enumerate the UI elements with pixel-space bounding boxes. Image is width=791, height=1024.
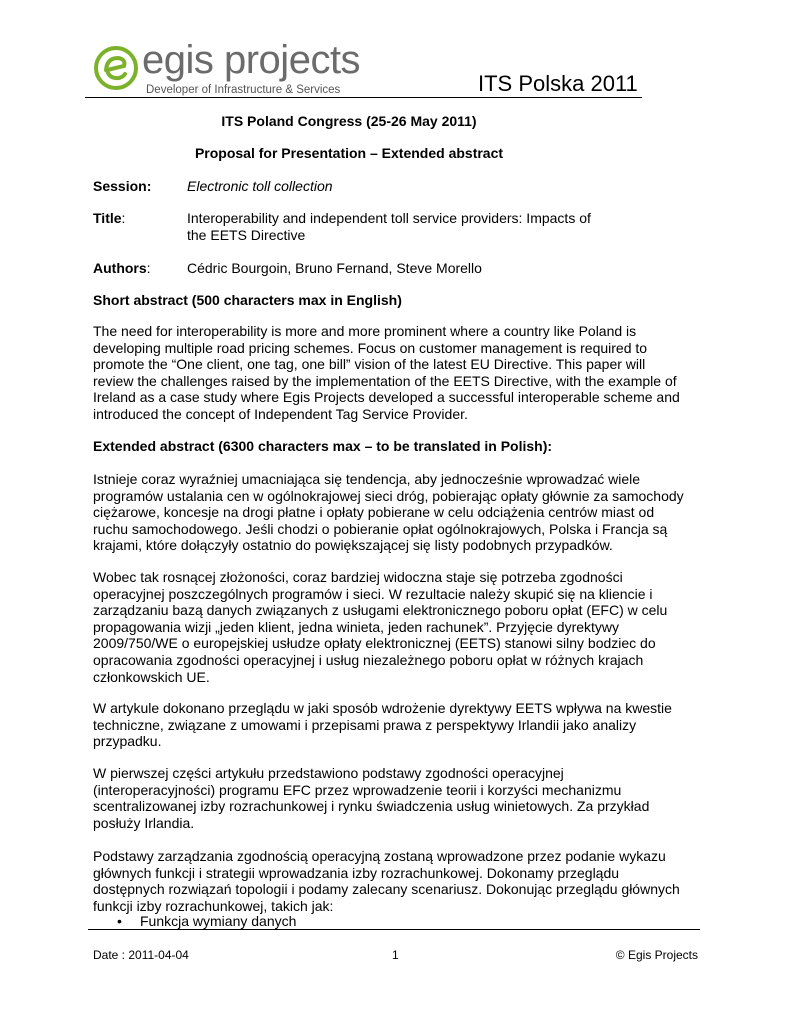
title-label-group [93,210,125,226]
paragraph-line: dostępnych rozwiązań topologii i podamy zalecany scenariusz. Dokonując przeglądu głównych [93,881,680,898]
paragraph-line: Istnieje coraz wyraźniej umacniająca się tendencja, aby jednocześnie wprowadzać wiele [93,471,641,487]
authors-colon: : [146,260,151,276]
paragraph-line: Wobec tak rosnącej złożoności, coraz bardziej widoczna staje się potrzeba zgodności [93,569,623,585]
extended-abstract-heading: Extended abstract (6300 characters max – to be translated in Polish): [93,438,553,454]
congress-title: ITS Poland Congress (25-26 May 2011) [221,113,477,129]
authors-label: Authors [93,260,147,276]
extended-paragraph-1 [93,471,703,554]
title-value [187,210,591,244]
extended-paragraph-3 [93,700,703,750]
title-label: Title [93,210,122,226]
paragraph-line: ruchu samochodowego. Jeśli chodzi o pobieranie opłat ogólnokrajowych, Polska i Francja są [93,520,668,537]
extended-paragraph-5 [93,848,703,914]
paragraph-line: funkcji izby rozrachunkowej, takich jak: [93,897,334,914]
paragraph-line: Podstawy zarządzania zgodnością operacyjną zostaną wprowadzone przez podanie wykazu [93,848,666,864]
paragraph-line: W pierwszej części artykułu przedstawiono podstawy zgodności operacyjnej [93,765,564,781]
paragraph-line: członkowskich UE. [93,668,210,685]
paragraph-line: ciężarowe, koncesje na drogi płatne i opłaty pobierane w celu odciążenia centrów miast od [93,504,655,521]
bullet-icon: • [117,913,122,929]
paragraph-line: (interoperacyjności) programu EFC przez wprowadzenie teorii i korzyści mechanizmu [93,781,622,798]
title-value-line: Interoperability and independent toll service providers: Impacts of [187,210,591,226]
egis-logo-icon [93,45,139,91]
paragraph-line: krajami, które dołączyły ostatnio do powiększającej się listy podobnych przypadków. [93,537,613,554]
proposal-title: Proposal for Presentation – Extended abstract [194,145,504,161]
title-value-line: the EETS Directive [187,227,306,243]
paragraph-line: introduced the concept of Independent Tag Service Provider. [93,405,468,422]
extended-paragraph-2 [93,569,703,685]
paragraph-line: Ireland as a case study where Egis Projects developed a successful interoperable scheme and [93,389,680,406]
paragraph-line: posłuży Irlandia. [93,814,195,831]
paragraph-line: głównych funkcji i strategii wprowadzania izby rozrachunkowej. Dokonamy przeglądu [93,864,620,881]
session-value: Electronic toll collection [187,178,333,194]
paragraph-line: scentralizowanej izby rozrachunkowej i rynku świadczenia usług winietowych. Za przykład [93,798,650,815]
paragraph-line: propagowania wizji „jeden klient, jedna winieta, jeden rachunek”. Przyjęcie dyrektywy [93,618,620,635]
paragraph-line: developing multiple road pricing schemes. Focus on customer management is required to [93,339,648,356]
extended-paragraph-4 [93,765,703,831]
paragraph-line: promote the “One client, one tag, one bill” vision of the latest EU Directive. This paper will [93,356,646,373]
logo-wordmark: egis projects [142,38,361,82]
footer-date: Date : 2011-04-04 [93,948,189,962]
paragraph-line: programów ustalania cen w ogólnokrajowej sieci dróg, pobierając opłaty głównie za samochody [93,487,684,504]
paragraph-line: 2009/750/WE o europejskiej usłudze opłaty elektronicznej (EETS) stanowi silny bodziec do [93,635,656,652]
short-abstract-paragraph [93,323,703,423]
authors-label-group [93,260,151,276]
paragraph-line: The need for interoperability is more and more prominent where a country like Poland is [93,323,637,339]
paragraph-line: opracowania zgodności operacyjnej i usług niezależnego poboru opłat w różnych krajach [93,651,644,668]
paragraph-line: przypadku. [93,733,162,750]
header-divider [85,97,642,98]
short-abstract-heading: Short abstract (500 characters max in English) [93,292,402,308]
authors-value: Cédric Bourgoin, Bruno Fernand, Steve Morello [187,260,482,276]
footer-divider [88,929,700,930]
header-title: ITS Polska 2011 [478,71,638,96]
bullet-item: Funkcja wymiany danych [140,913,297,929]
paragraph-line: zarządzaniu bazą danych związanych z usługami elektronicznego poboru opłat (EFC) w celu [93,602,668,619]
paragraph-line: techniczne, związane z umowami i przepisami prawa z perspektywy Irlandii jako analizy [93,716,637,733]
footer-copyright: © Egis Projects [615,948,698,962]
session-label: Session: [93,178,152,194]
title-colon: : [121,210,126,226]
paragraph-line: W artykule dokonano przeglądu w jaki sposób wdrożenie dyrektywy EETS wpływa na kwestie [93,700,672,716]
paragraph-line: operacyjnej poszczególnych programów i sieci. W rezultacie należy skupić się na kliencie i [93,585,653,602]
page-number: 1 [392,948,399,962]
paragraph-line: review the challenges raised by the implementation of the EETS Directive, with the example of [93,372,677,389]
logo-tagline: Developer of Infrastructure & Services [146,84,341,96]
